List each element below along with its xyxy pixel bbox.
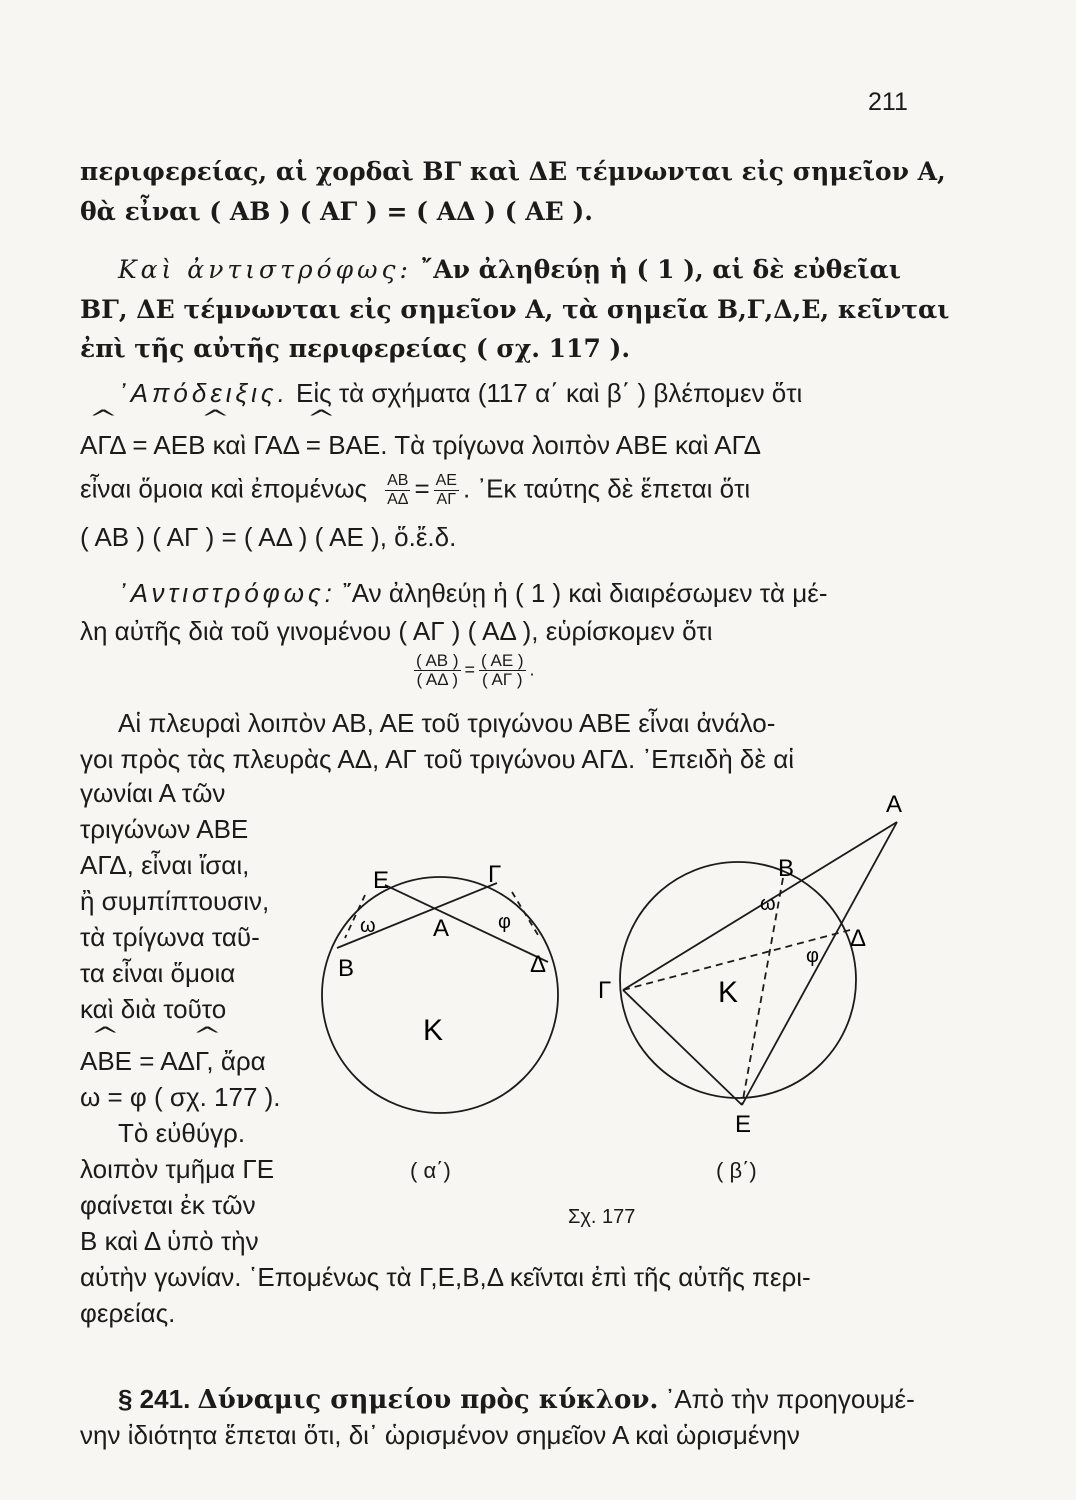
converse-proof-line2: λη αὐτῆς διὰ τοῦ γινομένου ( ΑΓ ) ( ΑΔ ), εὑρίσκομεν ὅτι — [80, 616, 713, 646]
label-a-omega: ω — [360, 915, 376, 937]
fraction-numerator: ΑΕ — [435, 472, 457, 489]
label-a-G: Γ — [488, 861, 502, 888]
converse-statement-line3: ἐπὶ τῆς αὐτῆς περιφερείας ( σχ. 117 ). — [80, 334, 631, 363]
label-a-D: Δ — [530, 951, 547, 978]
left-column-line: φαίνεται ἐκ τῶν — [80, 1190, 256, 1220]
figure-caption: Σχ. 177 — [568, 1206, 636, 1228]
caption-a: ( α΄) — [410, 1158, 451, 1183]
section-number: § 241. — [118, 1384, 191, 1414]
label-b-phi: φ — [806, 945, 819, 967]
section-title: Δύναμις σημείου πρὸς κύκλον. — [197, 1385, 659, 1415]
proof-line4: ( ΑΒ ) ( ΑΓ ) = ( ΑΔ ) ( ΑΕ ), ὅ.ἔ.δ. — [80, 522, 457, 552]
converse-statement-line1: Καὶ ἀντιστρόφως: ῎Αν ἀληθεύῃ ἡ ( 1 ), αἱ δὲ εὐθεῖαι — [118, 255, 901, 284]
line-GE-b — [623, 990, 742, 1105]
angle-hat-2: ^ — [200, 407, 230, 432]
proof-line3: εἶναι ὅμοια καὶ ἐπομένως $\frac{AB}{A\Delta}$ = $\frac{AE}{A\Gamma}$ . ᾿Εκ ταύτης δὲ ἕπεται ὅτι — [80, 472, 751, 508]
para1-line2: θὰ εἶναι ( ΑΒ ) ( ΑΓ ) = ( ΑΔ ) ( ΑΕ ). — [80, 197, 593, 226]
left-column-line: ω = φ ( σχ. 177 ). — [80, 1082, 281, 1112]
para1-line1: περιφερείας, αἱ χορδαὶ ΒΓ καὶ ΔΕ τέμνωνται εἰς σημεῖον Α, — [80, 157, 946, 186]
fraction-numerator: ΑΒ — [385, 472, 410, 491]
converse-label: Καὶ ἀντιστρόφως: — [118, 255, 412, 284]
proof-line2: ΑΓΔ = ΑΕΒ καὶ ΓΑΔ = ΒΑΕ. Τὰ τρίγωνα λοιπὸν ΑΒΕ καὶ ΑΓΔ — [80, 430, 761, 460]
converse-proof-label: ᾿Αντιστρόφως: — [118, 578, 336, 608]
line-EA-b — [742, 822, 897, 1105]
left-column-line: ἢ συμπίπτουσιν, — [80, 886, 270, 916]
angle-hat-4: ^ — [90, 1024, 120, 1049]
converse-proof-line4: γοι πρὸς τὰς πλευρὰς ΑΔ, ΑΓ τοῦ τριγώνου ΑΓΔ. ᾿Επειδὴ δὲ αἱ — [80, 744, 795, 774]
label-a-A: Α — [433, 915, 450, 942]
left-column-line: λοιπὸν τμῆμα ΓΕ — [80, 1154, 275, 1184]
section-241-line2: νην ἰδιότητα ἕπεται ὅτι, δι᾿ ὡρισμένον σημεῖον Α καὶ ὡρισμένην — [80, 1420, 800, 1450]
label-b-A: Α — [886, 791, 903, 818]
left-column-line: γωνίαι Α τῶν — [80, 778, 226, 808]
left-column-line: Β καὶ Δ ὑπὸ τὴν — [80, 1226, 259, 1256]
left-column-line: ΑΓΔ, εἶναι ἴσαι, — [80, 850, 250, 880]
fraction-denominator: ΑΔ — [387, 491, 409, 508]
label-b-B: Β — [778, 855, 795, 882]
page-number: 211 — [868, 88, 908, 116]
left-column-line: ΑΒΕ = ΑΔΓ, ἄρα — [80, 1046, 266, 1076]
dashed-arc-phi — [512, 892, 538, 935]
left-column-line: Τὸ εὐθύγρ. — [118, 1118, 246, 1148]
label-b-E: Ε — [735, 1111, 752, 1138]
converse-statement-line2: ΒΓ, ΔΕ τέμνωνται εἰς σημεῖον Α, τὰ σημεῖα Β,Γ,Δ,Ε, κεῖνται — [80, 295, 950, 324]
left-column-line: τριγώνων ΑΒΕ — [80, 814, 249, 844]
angle-hat-3: ^ — [306, 407, 336, 432]
section-241-heading: § 241. Δύναμις σημείου πρὸς κύκλον. ᾿Απὸ τὴν προηγουμέ- — [118, 1384, 915, 1415]
chord-GB-a — [337, 883, 497, 948]
closing-line1: αὐτὴν γωνίαν. ῾Επομένως τὰ Γ,Ε,Β,Δ κεῖνται ἐπὶ τῆς αὐτῆς περι- — [80, 1262, 811, 1292]
chord-ED-a — [385, 885, 548, 962]
converse-proof-line1: ᾿Αντιστρόφως: ῎Αν ἀληθεύῃ ἡ ( 1 ) καὶ διαιρέσωμεν τὰ μέ- — [118, 578, 828, 608]
angle-hat-1: ^ — [88, 407, 118, 432]
label-a-K: Κ — [423, 1014, 444, 1047]
circle-a — [322, 877, 558, 1113]
dashed-GD-b — [623, 930, 850, 990]
label-b-D: Δ — [850, 925, 867, 952]
angle-hat-5: ^ — [192, 1024, 222, 1049]
closing-line2: φερείας. — [80, 1298, 176, 1328]
label-b-omega: ω — [760, 893, 776, 915]
label-a-phi: φ — [498, 911, 511, 933]
circle-b — [620, 862, 856, 1098]
label-a-B: Β — [338, 955, 355, 982]
converse-proof-line3: Αἱ πλευραὶ λοιπὸν ΑΒ, ΑΕ τοῦ τριγώνου ΑΒΕ εἶναι ἀνάλο- — [118, 708, 776, 738]
converse-fraction-equation: $\frac{( AB )}{( A\Delta )}$ = $\frac{( AE )}{( A\Gamma )}$ . — [416, 651, 535, 689]
caption-b: ( β΄) — [716, 1158, 757, 1183]
label-b-K: Κ — [718, 976, 739, 1009]
left-column-line: καὶ διὰ τοῦτο — [80, 994, 227, 1024]
line-GA-b — [623, 822, 897, 990]
label-a-E: Ε — [373, 867, 390, 894]
left-column-line: τα εἶναι ὅμοια — [80, 958, 236, 988]
proof-label: ᾿Απόδειξις. — [118, 378, 289, 408]
dashed-arc-omega — [345, 895, 365, 938]
fraction-denominator: ΑΓ — [436, 491, 457, 508]
left-column-line: τὰ τρίγωνα ταῦ- — [80, 922, 260, 952]
dashed-BE-b — [742, 878, 783, 1105]
label-b-G: Γ — [598, 977, 612, 1004]
proof-line1: ᾿Απόδειξις. Εἰς τὰ σχήματα (117 α΄ καὶ β΄ ) βλέπομεν ὅτι — [118, 378, 803, 408]
